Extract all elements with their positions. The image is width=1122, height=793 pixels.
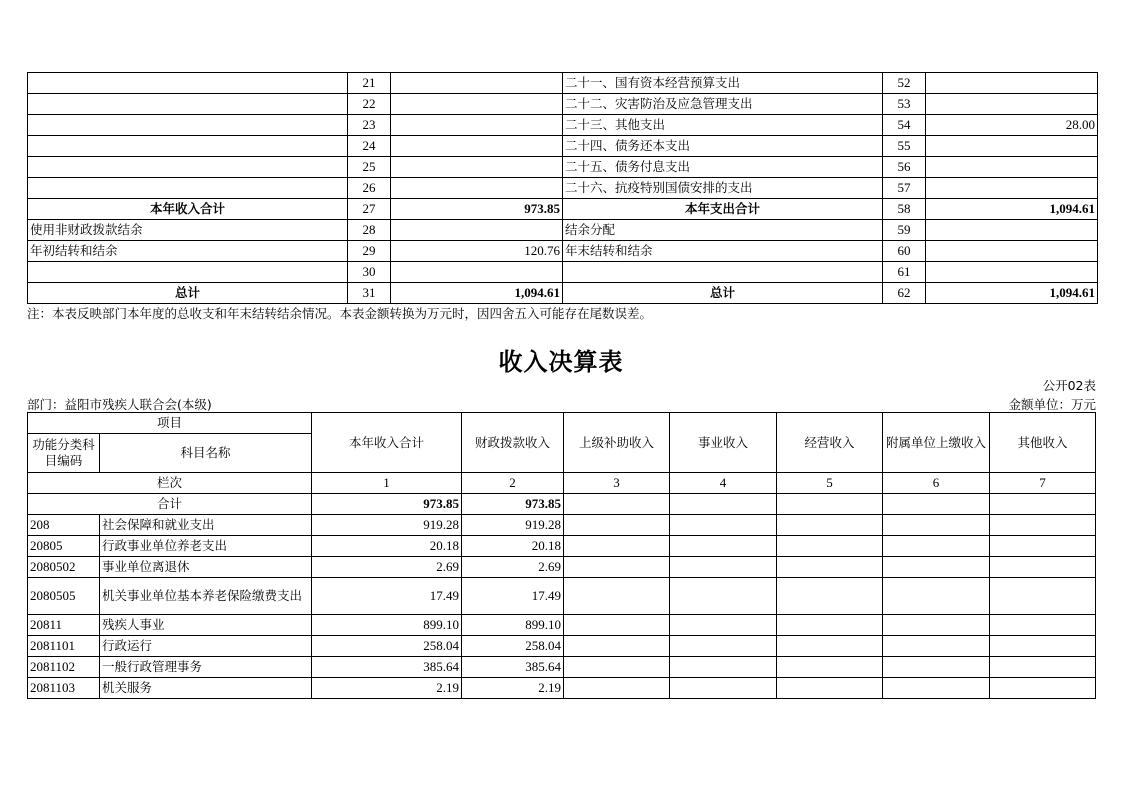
- amount-cell: [777, 636, 883, 657]
- col-number: 3: [564, 473, 670, 494]
- line-number: 27: [348, 199, 391, 220]
- line-number: 53: [883, 94, 926, 115]
- income-item-label: 总计: [28, 283, 348, 304]
- line-number: 57: [883, 178, 926, 199]
- amount-cell: 2.19: [462, 678, 564, 699]
- subject-name: 一般行政管理事务: [100, 657, 312, 678]
- amount-cell: 2.69: [312, 557, 462, 578]
- amount-cell: [883, 515, 990, 536]
- subject-name: 事业单位离退休: [100, 557, 312, 578]
- amount-cell: [564, 657, 670, 678]
- line-number: 26: [348, 178, 391, 199]
- header-col-3: 上级补助收入: [564, 413, 670, 473]
- expense-amount: [926, 241, 1098, 262]
- line-number: 60: [883, 241, 926, 262]
- balance-row: [28, 262, 1098, 283]
- income-amount: [391, 220, 563, 241]
- line-number: 30: [348, 262, 391, 283]
- amount-cell: [564, 557, 670, 578]
- form-code: 公开02表: [1042, 378, 1096, 393]
- expense-amount: 28.00: [926, 115, 1098, 136]
- col-number: 7: [990, 473, 1096, 494]
- amount-cell: [990, 615, 1096, 636]
- amount-cell: [777, 557, 883, 578]
- amount-cell: [990, 536, 1096, 557]
- income-amount: [391, 73, 563, 94]
- subject-name: 行政事业单位养老支出: [100, 536, 312, 557]
- line-number: 23: [348, 115, 391, 136]
- header-row-1: [28, 413, 1096, 434]
- income-item-label: 使用非财政拨款结余: [28, 220, 348, 241]
- amount-cell: 20.18: [462, 536, 564, 557]
- page-title: 收入决算表: [498, 348, 624, 376]
- amount-cell: 17.49: [462, 578, 564, 615]
- line-number: 22: [348, 94, 391, 115]
- expense-amount: [926, 262, 1098, 283]
- amount-cell: [670, 536, 777, 557]
- income-amount: 1,094.61: [391, 283, 563, 304]
- expense-item-label: 二十一、国有资本经营预算支出: [563, 73, 883, 94]
- amount-cell: [990, 636, 1096, 657]
- header-code: 功能分类科目编码: [28, 434, 100, 473]
- balance-row: [28, 241, 1098, 262]
- balance-row: [28, 283, 1098, 304]
- amount-cell: [777, 515, 883, 536]
- expense-amount: [926, 136, 1098, 157]
- expense-item-label: 二十四、债务还本支出: [563, 136, 883, 157]
- column-number-row: [28, 473, 1096, 494]
- income-item-label: [28, 178, 348, 199]
- amount-cell: 17.49: [312, 578, 462, 615]
- amount-cell: [670, 678, 777, 699]
- total-value: [670, 494, 777, 515]
- amount-cell: [990, 657, 1096, 678]
- amount-cell: 2.69: [462, 557, 564, 578]
- amount-cell: [777, 536, 883, 557]
- unit-label: 金额单位：万元: [1008, 397, 1096, 412]
- subject-name: 机关服务: [100, 678, 312, 699]
- income-amount: [391, 262, 563, 283]
- income-item-label: [28, 157, 348, 178]
- subject-code: 2080502: [28, 557, 100, 578]
- income-row: [28, 578, 1096, 615]
- subject-code: 2080505: [28, 578, 100, 615]
- amount-cell: [670, 615, 777, 636]
- balance-row: [28, 136, 1098, 157]
- col-number: 1: [312, 473, 462, 494]
- income-table: [27, 412, 1096, 699]
- income-row: [28, 536, 1096, 557]
- amount-cell: [883, 578, 990, 615]
- subject-name: 机关事业单位基本养老保险缴费支出: [100, 578, 312, 615]
- amount-cell: [564, 536, 670, 557]
- line-number: 28: [348, 220, 391, 241]
- subject-code: 20805: [28, 536, 100, 557]
- line-number: 31: [348, 283, 391, 304]
- total-value: [564, 494, 670, 515]
- income-item-label: [28, 115, 348, 136]
- amount-cell: [564, 515, 670, 536]
- total-row: [28, 494, 1096, 515]
- expense-amount: 1,094.61: [926, 283, 1098, 304]
- amount-cell: [883, 557, 990, 578]
- expense-amount: 1,094.61: [926, 199, 1098, 220]
- line-number: 56: [883, 157, 926, 178]
- expense-item-label: 总计: [563, 283, 883, 304]
- income-item-label: [28, 73, 348, 94]
- header-col-5: 经营收入: [777, 413, 883, 473]
- amount-cell: 258.04: [312, 636, 462, 657]
- line-number: 52: [883, 73, 926, 94]
- line-number: 54: [883, 115, 926, 136]
- subject-name: 行政运行: [100, 636, 312, 657]
- income-row: [28, 636, 1096, 657]
- expense-amount: [926, 157, 1098, 178]
- income-amount: [391, 136, 563, 157]
- subject-code: 208: [28, 515, 100, 536]
- income-amount: 120.76: [391, 241, 563, 262]
- amount-cell: [670, 578, 777, 615]
- amount-cell: [990, 557, 1096, 578]
- income-amount: [391, 115, 563, 136]
- balance-row: [28, 157, 1098, 178]
- amount-cell: 919.28: [462, 515, 564, 536]
- subject-code: 2081101: [28, 636, 100, 657]
- line-number: 29: [348, 241, 391, 262]
- amount-cell: [883, 615, 990, 636]
- amount-cell: 20.18: [312, 536, 462, 557]
- total-label: 合计: [28, 494, 312, 515]
- income-item-label: [28, 94, 348, 115]
- balance-table: [27, 72, 1098, 304]
- income-row: [28, 657, 1096, 678]
- amount-cell: [670, 557, 777, 578]
- expense-item-label: 二十三、其他支出: [563, 115, 883, 136]
- amount-cell: [990, 578, 1096, 615]
- income-amount: [391, 94, 563, 115]
- total-value: [777, 494, 883, 515]
- line-number: 55: [883, 136, 926, 157]
- balance-row: [28, 94, 1098, 115]
- col-number: 6: [883, 473, 990, 494]
- header-item: 项目: [28, 413, 312, 434]
- income-row: [28, 557, 1096, 578]
- expense-amount: [926, 94, 1098, 115]
- col-number: 4: [670, 473, 777, 494]
- total-value: [990, 494, 1096, 515]
- header-col-2: 财政拨款收入: [462, 413, 564, 473]
- expense-item-label: [563, 262, 883, 283]
- expense-amount: [926, 178, 1098, 199]
- subject-code: 2081102: [28, 657, 100, 678]
- amount-cell: 2.19: [312, 678, 462, 699]
- income-table-body: [28, 413, 1096, 699]
- balance-row: [28, 73, 1098, 94]
- total-value: 973.85: [312, 494, 462, 515]
- balance-row: [28, 220, 1098, 241]
- header-col-1: 本年收入合计: [312, 413, 462, 473]
- line-number: 59: [883, 220, 926, 241]
- income-item-label: 本年收入合计: [28, 199, 348, 220]
- amount-cell: 385.64: [312, 657, 462, 678]
- expense-amount: [926, 73, 1098, 94]
- balance-table-body: [28, 73, 1098, 304]
- department-label: 部门：益阳市残疾人联合会(本级): [27, 397, 212, 412]
- amount-cell: 899.10: [312, 615, 462, 636]
- line-number: 21: [348, 73, 391, 94]
- expense-item-label: 本年支出合计: [563, 199, 883, 220]
- balance-row: [28, 178, 1098, 199]
- expense-item-label: 二十五、债务付息支出: [563, 157, 883, 178]
- table-note: 注：本表反映部门本年度的总收支和年末结转结余情况。本表金额转换为万元时，因四舍五入可能存在尾数误差。: [27, 306, 653, 321]
- amount-cell: [777, 615, 883, 636]
- amount-cell: [564, 678, 670, 699]
- income-row: [28, 515, 1096, 536]
- expense-item-label: 二十六、抗疫特别国债安排的支出: [563, 178, 883, 199]
- header-col-6: 附属单位上缴收入: [883, 413, 990, 473]
- line-number: 24: [348, 136, 391, 157]
- amount-cell: [883, 657, 990, 678]
- col-number: 5: [777, 473, 883, 494]
- expense-item-label: 年末结转和结余: [563, 241, 883, 262]
- line-number: 61: [883, 262, 926, 283]
- amount-cell: [883, 678, 990, 699]
- amount-cell: [883, 536, 990, 557]
- subject-code: 2081103: [28, 678, 100, 699]
- header-col-4: 事业收入: [670, 413, 777, 473]
- amount-cell: [990, 678, 1096, 699]
- amount-cell: [564, 636, 670, 657]
- income-item-label: [28, 262, 348, 283]
- income-row: [28, 678, 1096, 699]
- amount-cell: [670, 515, 777, 536]
- amount-cell: [670, 636, 777, 657]
- line-number: 25: [348, 157, 391, 178]
- line-number: 58: [883, 199, 926, 220]
- amount-cell: [564, 578, 670, 615]
- row-label: 栏次: [28, 473, 312, 494]
- income-item-label: 年初结转和结余: [28, 241, 348, 262]
- amount-cell: 899.10: [462, 615, 564, 636]
- expense-amount: [926, 220, 1098, 241]
- expense-item-label: 二十二、灾害防治及应急管理支出: [563, 94, 883, 115]
- amount-cell: [883, 636, 990, 657]
- income-item-label: [28, 136, 348, 157]
- amount-cell: [777, 678, 883, 699]
- income-amount: [391, 178, 563, 199]
- amount-cell: [777, 657, 883, 678]
- income-amount: [391, 157, 563, 178]
- amount-cell: [564, 615, 670, 636]
- header-col-7: 其他收入: [990, 413, 1096, 473]
- subject-name: 残疾人事业: [100, 615, 312, 636]
- balance-row: [28, 115, 1098, 136]
- amount-cell: 385.64: [462, 657, 564, 678]
- income-row: [28, 615, 1096, 636]
- header-name: 科目名称: [100, 434, 312, 473]
- line-number: 62: [883, 283, 926, 304]
- amount-cell: [670, 657, 777, 678]
- col-number: 2: [462, 473, 564, 494]
- amount-cell: [777, 578, 883, 615]
- expense-item-label: 结余分配: [563, 220, 883, 241]
- subject-name: 社会保障和就业支出: [100, 515, 312, 536]
- balance-row: [28, 199, 1098, 220]
- subject-code: 20811: [28, 615, 100, 636]
- amount-cell: [990, 515, 1096, 536]
- total-value: [883, 494, 990, 515]
- total-value: 973.85: [462, 494, 564, 515]
- income-amount: 973.85: [391, 199, 563, 220]
- amount-cell: 919.28: [312, 515, 462, 536]
- amount-cell: 258.04: [462, 636, 564, 657]
